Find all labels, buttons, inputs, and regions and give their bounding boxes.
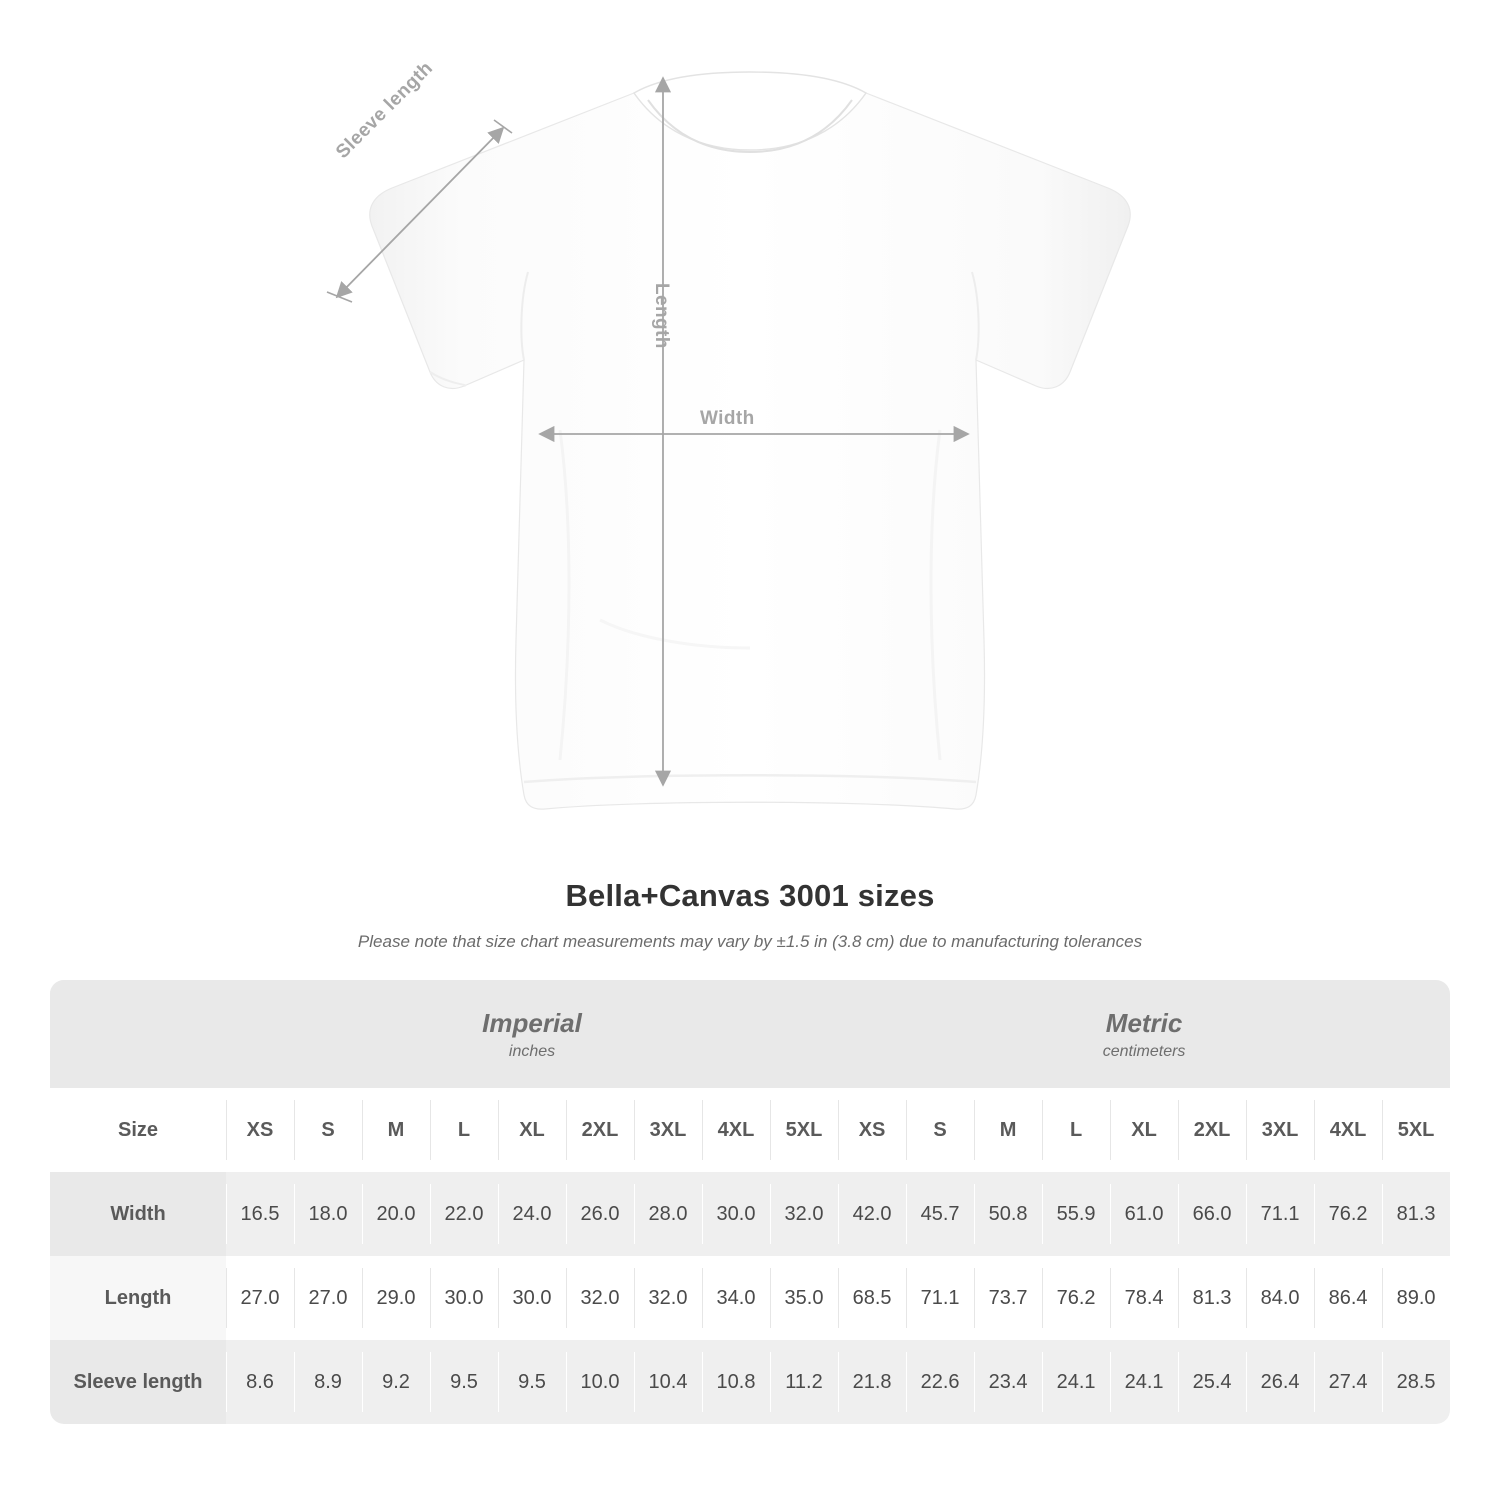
group-unit-imperial: inches [508,1043,556,1061]
size-cell: XS [226,1088,294,1172]
group-title-metric: Metric [1105,1007,1183,1038]
measure-cell: 11.2 [770,1340,838,1424]
measure-cell: 61.0 [1110,1172,1178,1256]
measure-cell: 26.0 [566,1172,634,1256]
measure-cell: 18.0 [294,1172,362,1256]
measure-cell: 16.5 [226,1172,294,1256]
measure-cell: 28.0 [634,1172,702,1256]
measure-cell: 10.4 [634,1340,702,1424]
size-cell: 3XL [634,1088,702,1172]
measure-cell: 86.4 [1314,1256,1382,1340]
group-header-spacer [50,980,226,1088]
measure-cell: 20.0 [362,1172,430,1256]
size-cell: XL [1110,1088,1178,1172]
row-header-length: Length [50,1256,226,1340]
measure-cell: 55.9 [1042,1172,1110,1256]
measure-cell: 71.1 [906,1256,974,1340]
measure-cell: 50.8 [974,1172,1042,1256]
table-row [50,1172,1450,1256]
measure-cell: 29.0 [362,1256,430,1340]
measure-cell: 32.0 [566,1256,634,1340]
measure-cell: 24.0 [498,1172,566,1256]
measure-cell: 78.4 [1110,1256,1178,1340]
size-cell: M [362,1088,430,1172]
measure-cell: 21.8 [838,1340,906,1424]
row-header-width: Width [50,1172,226,1256]
measure-cell: 45.7 [906,1172,974,1256]
row-header-size: Size [50,1088,226,1172]
measure-cell: 8.9 [294,1340,362,1424]
size-cell: 2XL [566,1088,634,1172]
measure-cell: 22.0 [430,1172,498,1256]
measure-cell: 9.2 [362,1340,430,1424]
size-cell: S [294,1088,362,1172]
measure-cell: 76.2 [1314,1172,1382,1256]
measure-cell: 25.4 [1178,1340,1246,1424]
measure-cell: 27.0 [226,1256,294,1340]
measure-cell: 73.7 [974,1256,1042,1340]
measure-cell: 30.0 [702,1172,770,1256]
measure-cell: 68.5 [838,1256,906,1340]
measure-cell: 23.4 [974,1340,1042,1424]
size-cell: L [430,1088,498,1172]
size-cell: XL [498,1088,566,1172]
table-row [50,1340,1450,1424]
measure-cell: 26.4 [1246,1340,1314,1424]
size-cell: 2XL [1178,1088,1246,1172]
tolerance-note: Please note that size chart measurements may vary by ±1.5 in (3.8 cm) due to manufacturing tolerances [357,932,1143,951]
measure-cell: 89.0 [1382,1256,1450,1340]
group-header-imperial [226,980,838,1088]
measure-cell: 81.3 [1178,1256,1246,1340]
size-cell: S [906,1088,974,1172]
group-title-imperial: Imperial [482,1007,582,1038]
measure-cell: 71.1 [1246,1172,1314,1256]
size-cell: M [974,1088,1042,1172]
measure-cell: 32.0 [770,1172,838,1256]
measure-cell: 30.0 [430,1256,498,1340]
measure-cell: 30.0 [498,1256,566,1340]
measure-cell: 24.1 [1042,1340,1110,1424]
size-cell: 3XL [1246,1088,1314,1172]
table-size-row [50,1088,1450,1172]
measure-cell: 24.1 [1110,1340,1178,1424]
page-title: Bella+Canvas 3001 sizes [565,878,935,913]
length-label: Length [651,283,672,349]
row-header-sleeve-length: Sleeve length [50,1340,226,1424]
size-cell: XS [838,1088,906,1172]
size-chart-table [50,980,1450,1424]
table-group-header-row [50,980,1450,1088]
group-unit-metric: centimeters [1102,1043,1186,1061]
size-cell: L [1042,1088,1110,1172]
measure-cell: 8.6 [226,1340,294,1424]
size-cell: 5XL [1382,1088,1450,1172]
measure-cell: 9.5 [430,1340,498,1424]
measure-cell: 10.8 [702,1340,770,1424]
measure-cell: 27.0 [294,1256,362,1340]
size-cell: 4XL [702,1088,770,1172]
measure-cell: 42.0 [838,1172,906,1256]
measure-cell: 76.2 [1042,1256,1110,1340]
measure-cell: 35.0 [770,1256,838,1340]
width-label: Width [700,408,755,429]
measure-cell: 9.5 [498,1340,566,1424]
group-header-metric [838,980,1450,1088]
measure-cell: 28.5 [1382,1340,1450,1424]
table-row [50,1256,1450,1340]
measure-cell: 84.0 [1246,1256,1314,1340]
measure-cell: 32.0 [634,1256,702,1340]
title-block [0,878,1500,952]
size-cell: 4XL [1314,1088,1382,1172]
measure-cell: 27.4 [1314,1340,1382,1424]
measure-cell: 34.0 [702,1256,770,1340]
measure-cell: 66.0 [1178,1172,1246,1256]
measure-cell: 81.3 [1382,1172,1450,1256]
size-cell: 5XL [770,1088,838,1172]
measure-cell: 10.0 [566,1340,634,1424]
shirt-body-shape [370,72,1130,809]
sleeve-length-label: Sleeve length [332,57,438,163]
measure-cell: 22.6 [906,1340,974,1424]
